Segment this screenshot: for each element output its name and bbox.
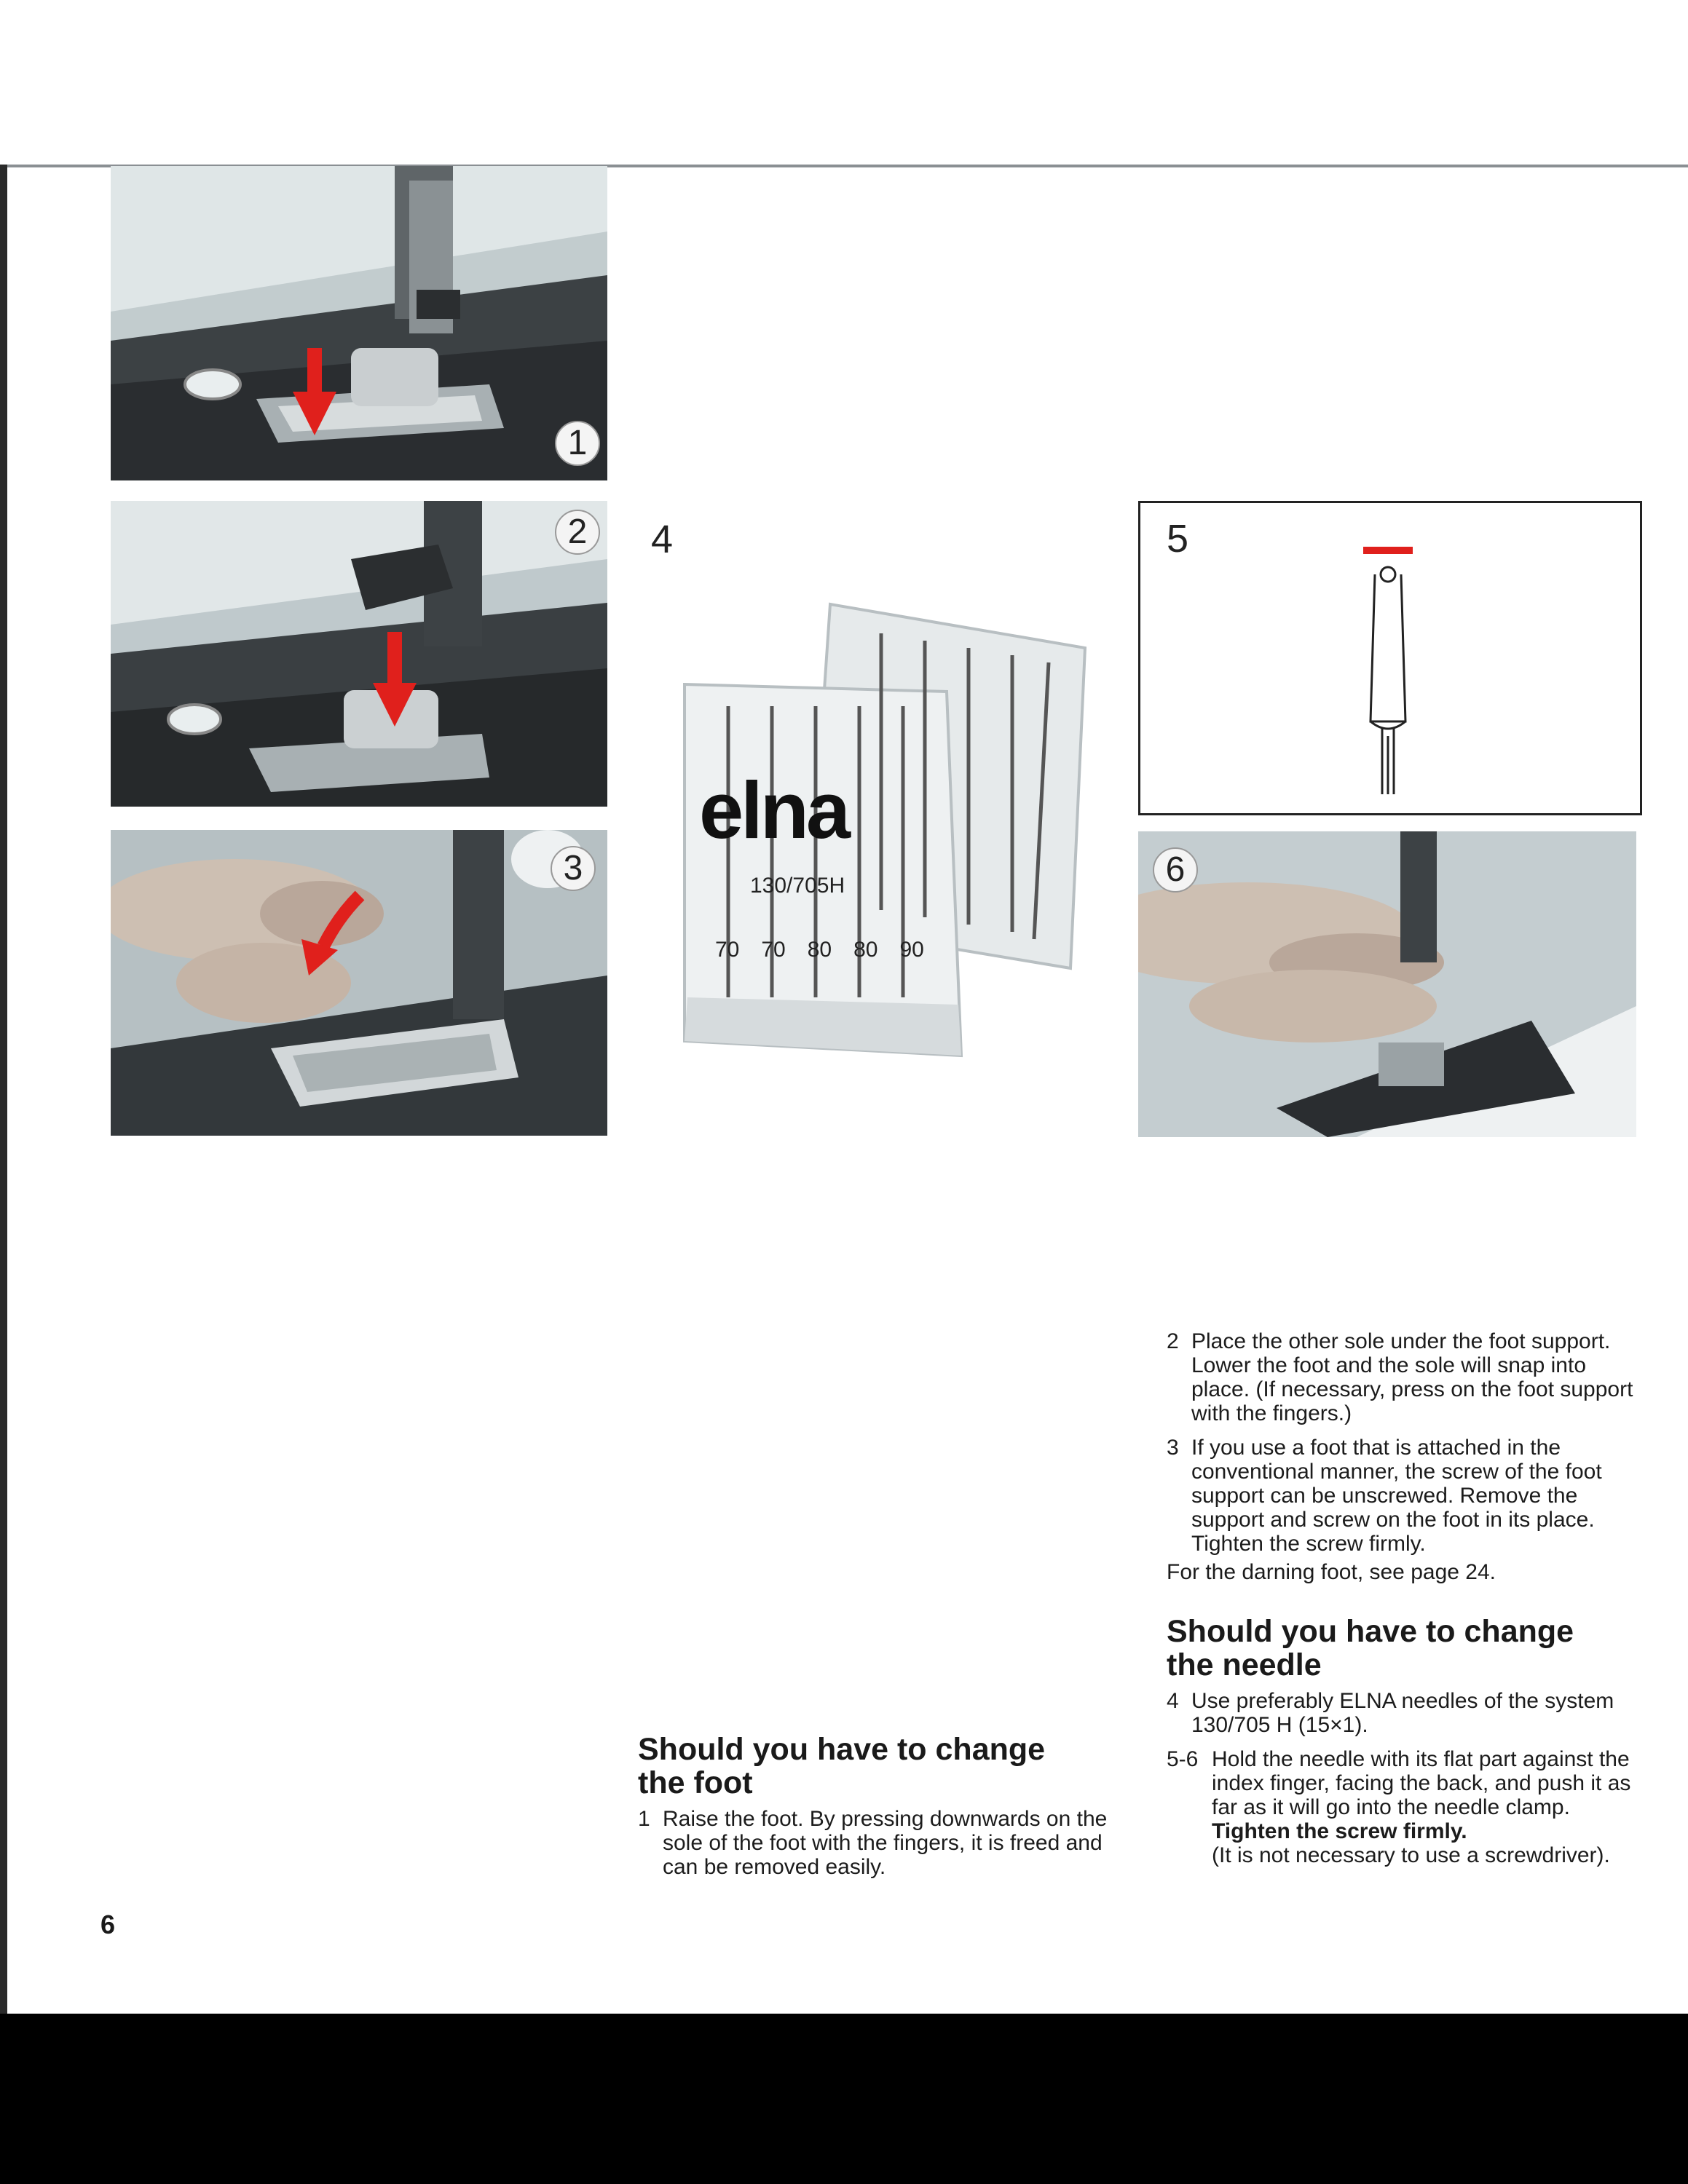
section-change-foot (638, 1733, 1119, 1879)
darning-note: For the darning foot, see page 24. (1167, 1560, 1496, 1584)
step-5-6: 5-6 Hold the needle with its flat part against the index finger, facing the back, and push it as far as it will go into the needle clamp. Tighten the screw firmly. (It is not necessary to use a screwdriver). (1167, 1747, 1631, 1867)
figure-6-number: 6 (1153, 847, 1198, 893)
needle-pack-system: 130/705H (750, 874, 845, 898)
section-heading-needle: Should you have to change the needle (1167, 1614, 1574, 1682)
needle-size: 70 (715, 938, 740, 962)
step-5-6-bold: Tighten the screw firmly. (1212, 1819, 1467, 1843)
figure-4-number: 4 (651, 518, 674, 561)
figure-4-photo (670, 590, 1121, 1077)
needle-size: 80 (853, 938, 878, 962)
needle-size-row (715, 938, 924, 962)
step-5-6-note: (It is not necessary to use a screwdriver). (1212, 1843, 1610, 1867)
bottom-band (0, 2014, 1688, 2184)
step-1: 1 Raise the foot. By pressing downwards on the sole of the foot with the fingers, it is freed and can be removed easily. (638, 1807, 1108, 1879)
figure-3-photo (111, 830, 607, 1136)
page-number: 6 (100, 1910, 116, 1939)
figure-2-photo (111, 501, 607, 807)
needle-size: 80 (807, 938, 832, 962)
step-3: 3 If you use a foot that is attached in the conventional manner, the screw of the foot support can be unscrewed. Remove the support and screw on the foot in its place. Tighten the screw firmly. (1167, 1436, 1602, 1556)
figure-2-number: 2 (555, 510, 600, 555)
figure-5-number: 5 (1167, 517, 1189, 561)
section-heading: Should you have to change the foot (638, 1732, 1046, 1800)
figure-1-number: 1 (555, 421, 600, 466)
needle-diagram-icon (1359, 547, 1417, 794)
step-5-6-text: Hold the needle with its flat part against the index finger, facing the back, and push it as far as it will go into the needle clamp. (1212, 1747, 1631, 1819)
down-arrow-icon (373, 632, 417, 727)
curved-arrow-icon (294, 888, 367, 976)
figure-3-number: 3 (551, 846, 596, 891)
step-4: 4 Use preferably ELNA needles of the system 130/705 H (15×1). (1167, 1689, 1614, 1737)
step-2: 2 Place the other sole under the foot support. Lower the foot and the sole will snap into place. (If necessary, press on the foot support with the fingers.) (1167, 1329, 1633, 1425)
down-arrow-icon (293, 348, 336, 435)
figure-6-photo (1138, 831, 1636, 1137)
right-column-text (1167, 1329, 1640, 1867)
needle-pack-brand: elna (699, 766, 848, 855)
needle-size: 90 (899, 938, 924, 962)
figure-5-box (1138, 501, 1642, 815)
left-rule (0, 165, 7, 2014)
needle-size: 70 (761, 938, 786, 962)
figure-1-photo (111, 166, 607, 480)
